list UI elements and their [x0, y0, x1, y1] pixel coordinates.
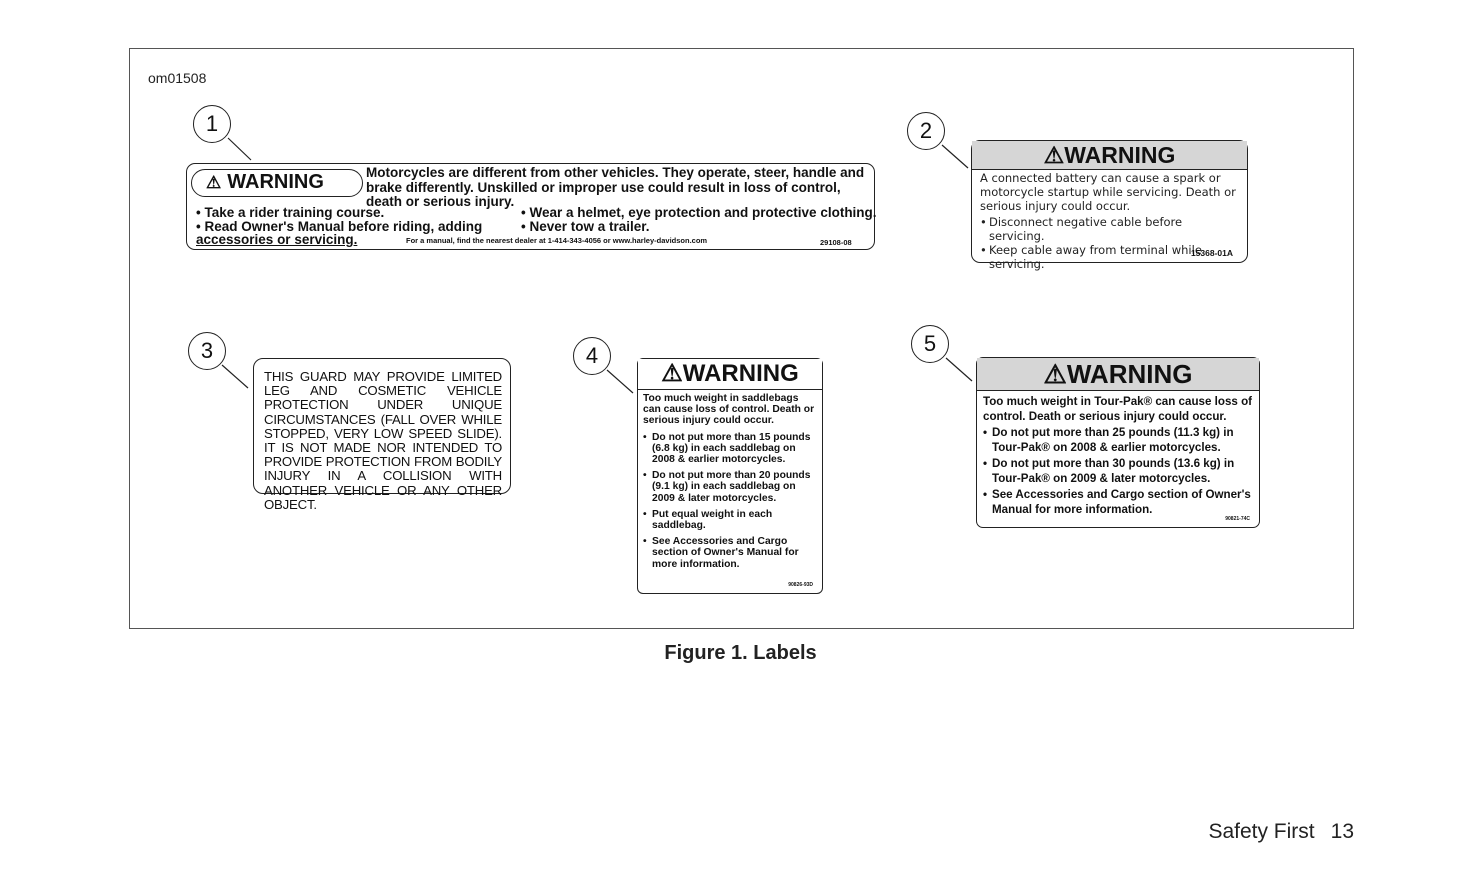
warning-triangle-icon: ⚠ [661, 360, 683, 387]
page-number: 13 [1330, 820, 1354, 843]
callout-1: 1 [193, 105, 231, 143]
leader-line-4 [607, 370, 633, 393]
label2-code: 15368-01A [1190, 248, 1233, 258]
warning-triangle-icon: ⚠ [1043, 142, 1065, 168]
warning-label-5 [976, 357, 1260, 528]
label1-code: 29108-08 [820, 238, 852, 247]
label4-code: 90826-93D [788, 582, 813, 588]
warning-label-2 [971, 140, 1248, 271]
label4-body [638, 390, 822, 570]
label1-manual-note: For a manual, find the nearest dealer at 1-414-343-4056 or www.harley-davidson.com [406, 236, 708, 245]
warning-triangle-icon: ⚠ [1043, 359, 1067, 389]
callout-4: 4 [573, 337, 611, 375]
label4-header [638, 359, 822, 390]
label1-bullet-1: • Take a rider training course. [196, 205, 385, 220]
label5-intro: Too much weight in Tour-Pak® can cause loss of control. Death or serious injury could occur. [983, 395, 1253, 423]
label1-bullet-3: • Wear a helmet, eye protection and protective clothing. [521, 205, 877, 220]
warning-label-4 [637, 358, 823, 594]
label1-bullet-4: • Never tow a trailer. [521, 219, 650, 234]
label5-bullet-3: • See Accessories and Cargo section of Owner's Manual for more information. [983, 488, 1254, 517]
label4-title: WARNING [682, 360, 799, 387]
label5-bullet-1: • Do not put more than 25 pounds (11.3 kg) in Tour-Pak® on 2008 & earlier motorcycles. [983, 426, 1254, 455]
label2-bullet-2: • Keep cable away from terminal while servicing. [980, 243, 1239, 271]
label4-bullet-4: • See Accessories and Cargo section of Owner's Manual for more information. [643, 536, 818, 570]
label4-bullet-2: • Do not put more than 20 pounds (9.1 kg) in each saddlebag on 2009 & later motorcycles. [643, 470, 818, 504]
label5-title: WARNING [1066, 359, 1193, 389]
label2-header [972, 141, 1247, 170]
label1-intro: Motorcycles are different from other vehicles. They operate, steer, handle and brake differently. Unskilled or improper use could result in loss of control, death or serious injury. [366, 165, 865, 209]
leader-line-5 [946, 358, 972, 381]
label2-bullet-1: • Disconnect negative cable before servicing. [980, 215, 1239, 243]
badge-text: WARNING [227, 171, 324, 193]
callout-5: 5 [911, 325, 949, 363]
figure-caption: Figure 1. Labels [664, 642, 817, 664]
leader-line-1 [228, 138, 251, 160]
footer-section: Safety First [1208, 820, 1315, 843]
callout-3: 3 [188, 332, 226, 370]
label2-intro: A connected battery can cause a spark or motorcycle startup while servicing. Death or serious injury could occur. [980, 171, 1236, 213]
warning-badge [191, 169, 363, 197]
label1-bullet-2: • Read Owner's Manual before riding, adding [196, 219, 483, 234]
label2-title: WARNING [1064, 142, 1176, 168]
warning-label-1 [186, 163, 875, 250]
label5-code: 90821-74C [1225, 516, 1250, 522]
label5-body [977, 391, 1259, 517]
label4-bullet-3: • Put equal weight in each saddlebag. [643, 509, 818, 531]
leader-line-2 [942, 145, 968, 168]
label1-bullet-2-cont: accessories or servicing. [196, 232, 358, 247]
label5-bullet-2: • Do not put more than 30 pounds (13.6 kg) in Tour-Pak® on 2009 & later motorcycles. [983, 457, 1254, 486]
figure-id: om01508 [148, 70, 207, 86]
page-footer [1208, 820, 1354, 844]
warning-triangle-icon: ⚠ [206, 173, 222, 192]
label5-header [977, 358, 1259, 391]
leader-line-3 [222, 365, 248, 388]
label4-bullet-1: • Do not put more than 15 pounds (6.8 kg) in each saddlebag on 2008 & earlier motorcycles. [643, 432, 818, 466]
label4-intro: Too much weight in saddlebags can cause loss of control. Death or serious injury could occur. [643, 393, 815, 427]
callout-2: 2 [907, 112, 945, 150]
guard-label-3: THIS GUARD MAY PROVIDE LIMITED LEG AND COSMETIC VEHICLE PROTECTION UNDER UNIQUE CIRCUMSTANCES (FALL OVER WHILE STOPPED, VERY LOW SPEED SLIDE). IT IS NOT MADE NOR INTENDED TO PROVIDE PROTECTION FROM BODILY INJURY IN A COLLISION WITH ANOTHER VEHICLE OR ANY OTHER OBJECT. [253, 358, 511, 494]
